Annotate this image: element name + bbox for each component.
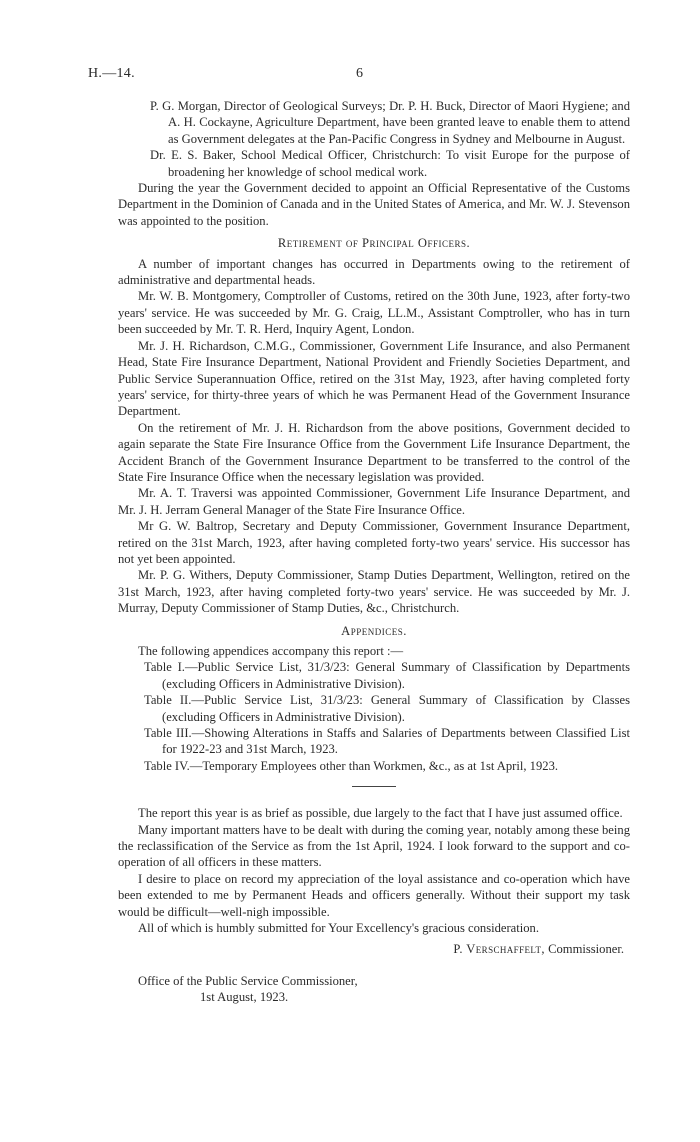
closing-paragraph: Many important matters have to be dealt with during the coming year, notably among these being the reclassification of the Service as from the 1st April, 1924. I look forward to the support and co-operation of all officers in these matters. [118,822,630,870]
delegates-paragraph: P. G. Morgan, Director of Geological Surveys; Dr. P. H. Buck, Director of Maori Hygiene; and A. H. Cockayne, Agriculture Department, have been granted leave to enable them to attend as Government delegates at the Pan-Pacific Congress in Sydney and Melbourne in August. [150,99,630,146]
retirement-paragraph: On the retirement of Mr. J. H. Richardson from the above positions, Government decided to again separate the State Fire Insurance Office from the Government Life Insurance Department, the Accident Branch of the Government Insurance Department to be transferred to the control of the State Fire Insurance Office when the necessary legislation was provided. [118,420,630,484]
representative-paragraph: During the year the Government decided to appoint an Official Representative of the Customs Department in the Dominion of Canada and in the United States of America, and Mr. W. J. Stevenson was appointed to the position. [118,181,630,228]
retirement-paragraph: Mr. P. G. Withers, Deputy Commissioner, Stamp Duties Department, Wellington, retired on the 31st March, 1923, after having completed forty-two years' service. He was succeeded by Mr. J. Murray, Deputy Commissioner of Stamp Duties, &c., Christchurch. [118,568,630,616]
signature-line [118,941,630,957]
office-line: Office of the Public Service Commissioner, [138,973,358,988]
page-number: 6 [356,66,364,81]
retirement-paragraph: Mr. A. T. Traversi was appointed Commissioner, Government Life Insurance Department, and Mr. J. H. Jerram General Manager of the State Fire Insurance Office. [118,486,630,517]
closing-paragraph: The report this year is as brief as possible, due largely to the fact that I have just assumed office. [138,806,623,821]
closing-paragraph: All of which is humbly submitted for Your Excellency's gracious consideration. [138,921,540,936]
delegate-baker-paragraph: Dr. E. S. Baker, School Medical Officer, Christchurch: To visit Europe for the purpose of broadening her knowledge of school medical work. [150,148,630,179]
signatory-title: Commissioner. [548,941,624,956]
appendices-heading: Appendices. [341,623,407,638]
retirement-paragraph: Mr. W. B. Montgomery, Comptroller of Customs, retired on the 30th June, 1923, after forty-two years' service. He was succeeded by Mr. G. Craig, LL.M., Assistant Comptroller, who has in turn been succeeded by Mr. T. R. Herd, Inquiry Agent, London. [118,289,630,337]
retirement-paragraph: A number of important changes has occurred in Departments owing to the retirement of administrative and departmental heads. [118,256,630,288]
retirement-paragraph: Mr. J. H. Richardson, C.M.G., Commissioner, Government Life Insurance, and also Permanent Head, State Fire Insurance Department, National Provident and Friendly Societies Department, and Public Service Superannuation Office, retired on the 31st May, 1923, after having completed forty years' service, for thirty-three years of which he was Permanent Head of the Government Insurance Department. [118,338,630,419]
office-date: 1st August, 1923. [200,990,289,1005]
appendix-table-item: Table I.—Public Service List, 31/3/23: General Summary of Classification by Departments (excluding Officers in Administrative Division). [144,660,630,691]
document-body [118,98,630,1006]
appendix-table-item: Table IV.—Temporary Employees other than Workmen, &c., as at 1st April, 1923. [144,758,559,773]
page-header [88,66,628,86]
signatory-name: P. Verschaffelt, [453,941,545,956]
closing-paragraph: I desire to place on record my appreciation of the loyal assistance and co-operation which have been extended to me by Permanent Heads and officers generally. Without their support my task would be difficult—well-nigh impossible. [118,871,630,919]
appendix-table-item: Table III.—Showing Alterations in Staffs and Salaries of Departments between Classified List for 1922-23 and 31st March, 1923. [144,726,630,757]
appendices-intro: The following appendices accompany this report :— [138,644,404,658]
retirement-paragraph: Mr G. W. Baltrop, Secretary and Deputy Commissioner, Government Insurance Department, retired on the 31st March, 1923, after having completed forty-two years' service. His successor has not yet been appointed. [118,519,630,566]
appendix-table-item: Table II.—Public Service List, 31/3/23: General Summary of Classification by Classes (excluding Officers in Administrative Division). [144,693,630,724]
document-reference: H.—14. [88,66,135,81]
retirement-heading: Retirement of Principal Officers. [277,236,471,251]
section-divider [352,786,396,787]
